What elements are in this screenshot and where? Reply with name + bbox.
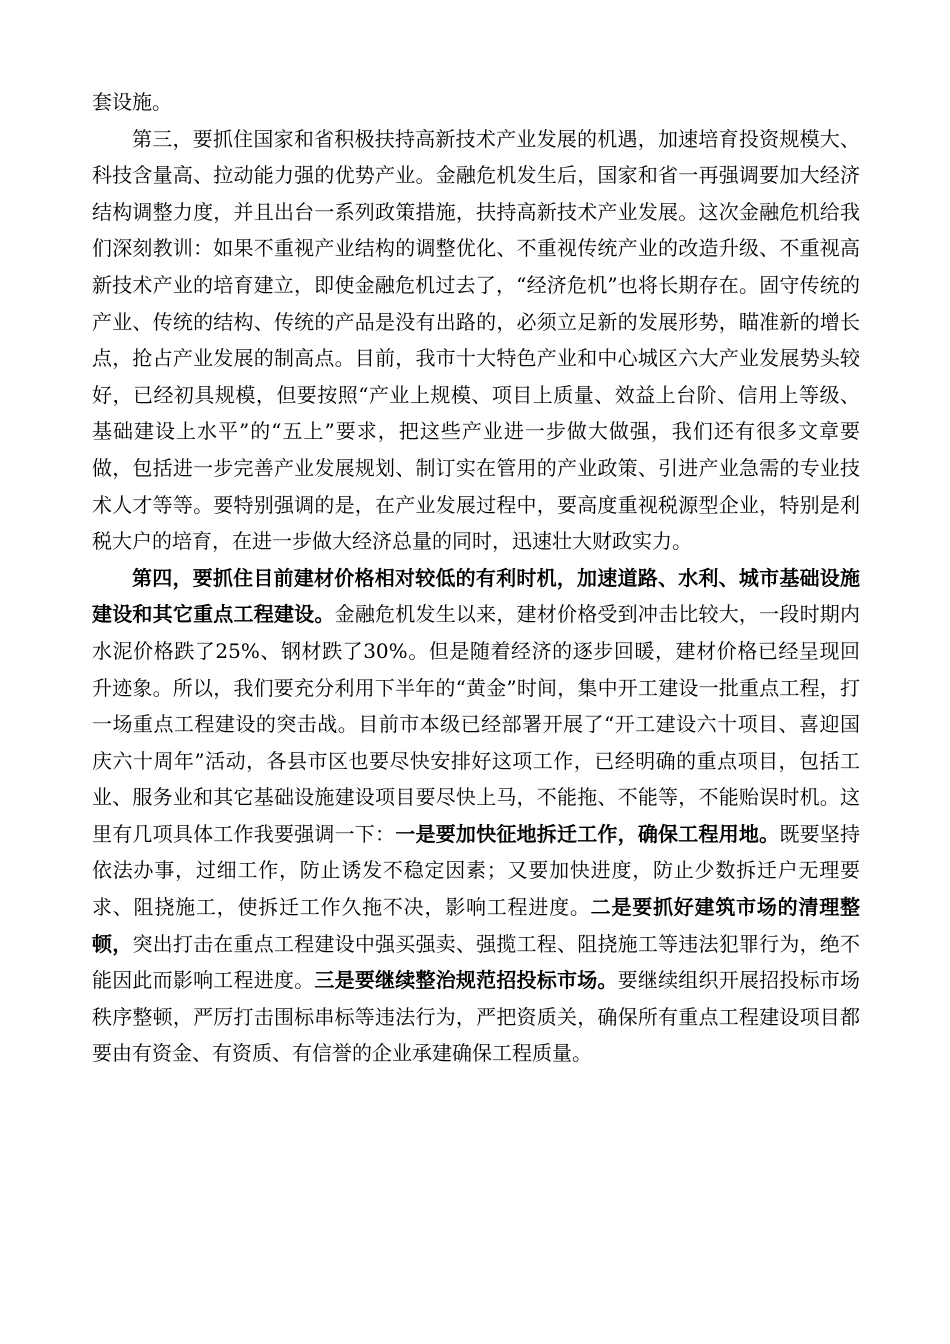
paragraph-fourth-point — [92, 560, 860, 1072]
paragraph-text: 突出打击在重点工程建设中强买强卖、强揽工程、阻挠施工等违法犯罪行为，绝不能因此而影响工程进度。 — [92, 931, 861, 993]
paragraph-text: 套设施。 — [92, 90, 172, 114]
sub-point-one: 一是要加快征地拆迁工作，确保工程用地。 — [395, 821, 780, 846]
document-page — [92, 84, 860, 1072]
paragraph-continuation — [92, 84, 860, 121]
paragraph-text: 金融危机发生以来，建材价格受到冲击比较大，一段时期内水泥价格跌了25%、钢材跌了30%。但是随着经济的逐步回暖，建材价格已经呈现回升迹象。所以，我们要充分利用下半年的“黄金”时间，集中开工建设一批重点工程，打一场重点工程建设的突击战。目前市本级已经部署开展了“开工建设六十项目、喜迎国庆六十周年”活动，各县市区也要尽快安排好这项工作，已经明确的重点项目，包括工业、服务业和其它基础设施建设项目要尽快上马，不能拖、不能等，不能贻误时机。这里有几项具体工作我要强调一下： — [92, 602, 861, 846]
sub-point-two: 二是要抓好建筑市场的清理整顿， — [92, 895, 861, 956]
paragraph-text: 既要坚持依法办事，过细工作，防止诱发不稳定因素；又要加快进度，防止少数拆迁户无理要求、阻挠施工，使拆迁工作久拖不决，影响工程进度。 — [92, 821, 861, 920]
paragraph-third-point — [92, 121, 860, 560]
paragraph-heading: 第四，要抓住目前建材价格相对较低的有利时机，加速道路、水利、城市基础设施建设和其它重点工程建设。 — [92, 565, 860, 627]
paragraph-text: 第三，要抓住国家和省积极扶持高新技术产业发展的机遇，加速培育投资规模大、科技含量高、拉动能力强的优势产业。金融危机发生后，国家和省一再强调要加大经济结构调整力度，并且出台一系列政策措施，扶持高新技术产业发展。这次金融危机给我们深刻教训：如果不重视产业结构的调整优化、不重视传统产业的改造升级、不重视高新技术产业的培育建立，即使金融危机过去了，“经济危机”也将长期存在。固守传统的产业、传统的结构、传统的产品是没有出路的，必须立足新的发展形势，瞄准新的增长点，抢占产业发展的制高点。目前，我市十大特色产业和中心城区六大产业发展势头较好，已经初具规模，但要按照“产业上规模、项目上质量、效益上台阶、信用上等级、基础建设上水平”的“五上”要求，把这些产业进一步做大做强，我们还有很多文章要做，包括进一步完善产业发展规划、制订实在管用的产业政策、引进产业急需的专业技术人才等等。要特别强调的是，在产业发展过程中，要高度重视税源型企业，特别是利税大户的培育，在进一步做大经济总量的同时，迅速壮大财政实力。 — [92, 126, 860, 554]
sub-point-three: 三是要继续整治规范招投标市场。 — [314, 968, 618, 993]
paragraph-text: 要继续组织开展招投标市场秩序整顿，严厉打击围标串标等违法行为，严把资质关，确保所有重点工程建设项目都要由有资金、有资质、有信誉的企业承建确保工程质量。 — [92, 968, 861, 1066]
